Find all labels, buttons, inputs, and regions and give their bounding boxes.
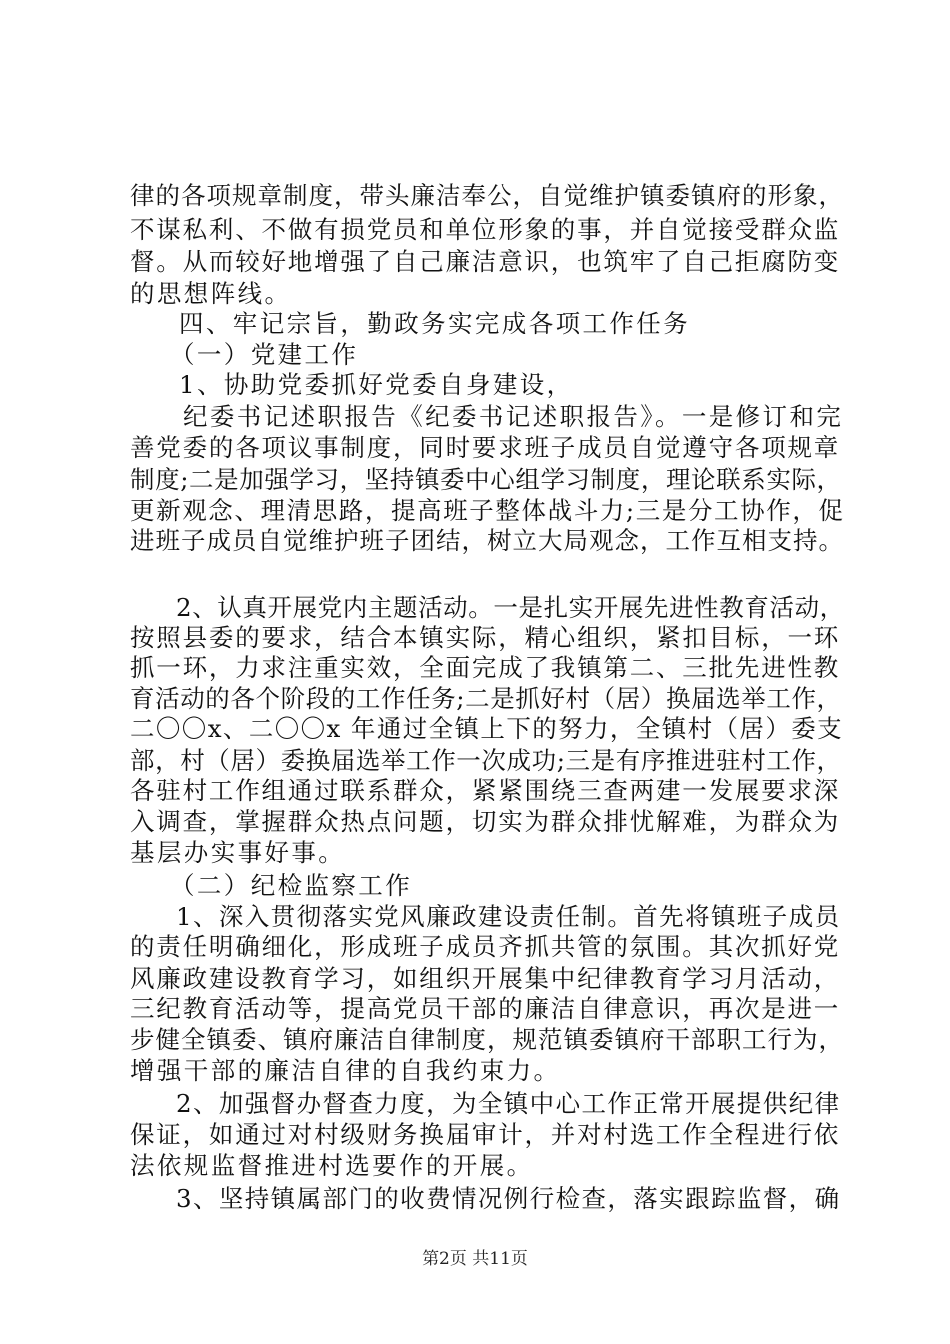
- text-line: 更新观念、理清思路，提高班子整体战斗力;三是分工协作，促: [130, 496, 845, 525]
- subsection-heading: （二）纪检监察工作: [170, 871, 413, 900]
- text-line: 律的各项规章制度，带头廉洁奉公，自觉维护镇委镇府的形象，: [130, 181, 844, 210]
- text-line: 2、认真开展党内主题活动。一是扎实开展先进性教育活动，: [176, 593, 845, 622]
- text-line: 入调查，掌握群众热点问题，切实为群众排忧解难，为群众为: [130, 807, 841, 836]
- text-line: 增强干部的廉洁自律的自我约束力。: [130, 1056, 561, 1085]
- section-heading: 四、牢记宗旨，勤政务实完成各项工作任务: [179, 309, 691, 338]
- text-line: 的责任明确细化，形成班子成员齐抓共管的氛围。其次抓好党: [130, 932, 841, 961]
- text-line: 法依规监督推进村选要作的开展。: [130, 1151, 534, 1180]
- text-line: 2、加强督办督查力度，为全镇中心工作正常开展提供纪律: [176, 1089, 841, 1118]
- text-line: 纪委书记述职报告《纪委书记述职报告》。一是修订和完: [183, 402, 844, 431]
- text-line: 进班子成员自觉维护班子团结，树立大局观念，工作互相支持。: [130, 526, 844, 555]
- text-line: 二〇〇x、二〇〇x 年通过全镇上下的努力，全镇村（居）委支: [130, 714, 844, 743]
- text-line: 3、坚持镇属部门的收费情况例行检查，落实跟踪监督，确: [176, 1184, 841, 1213]
- text-line: 风廉政建设教育学习，如组织开展集中纪律教育学习月活动，: [130, 964, 841, 993]
- text-line: 育活动的各个阶段的工作任务;二是抓好村（居）换届选举工作，: [130, 684, 842, 713]
- subsection-heading: （一）党建工作: [170, 340, 359, 369]
- text-line: 步健全镇委、镇府廉洁自律制度，规范镇委镇府干部职工行为，: [130, 1025, 844, 1054]
- text-line: 三纪教育活动等，提高党员干部的廉洁自律意识，再次是进一: [130, 994, 841, 1023]
- text-line: 按照县委的要求，结合本镇实际，精心组织，紧扣目标，一环: [130, 623, 841, 652]
- text-line: 保证，如通过对村级财务换届审计，并对村选工作全程进行依: [130, 1120, 841, 1149]
- text-line: 1、协助党委抓好党委自身建设，: [179, 370, 574, 399]
- text-line: 不谋私利、不做有损党员和单位形象的事，并自觉接受群众监: [130, 215, 841, 244]
- text-line: 1、深入贯彻落实党风廉政建设责任制。首先将镇班子成员: [176, 902, 841, 931]
- text-line: 督。从而较好地增强了自己廉洁意识，也筑牢了自己拒腐防变: [130, 247, 841, 276]
- text-line: 的思想阵线。: [130, 279, 292, 308]
- text-line: 基层办实事好事。: [130, 838, 346, 867]
- page-footer: 第2页 共11页: [422, 1249, 528, 1269]
- text-line: 制度;二是加强学习，坚持镇委中心组学习制度，理论联系实际，: [130, 465, 842, 494]
- text-line: 善党委的各项议事制度，同时要求班子成员自觉遵守各项规章: [130, 433, 841, 462]
- text-line: 各驻村工作组通过联系群众，紧紧围绕三查两建一发展要求深: [130, 776, 841, 805]
- text-line: 抓一环，力求注重实效，全面完成了我镇第二、三批先进性教: [130, 653, 841, 682]
- text-line: 部，村（居）委换届选举工作一次成功;三是有序推进驻村工作，: [130, 746, 842, 775]
